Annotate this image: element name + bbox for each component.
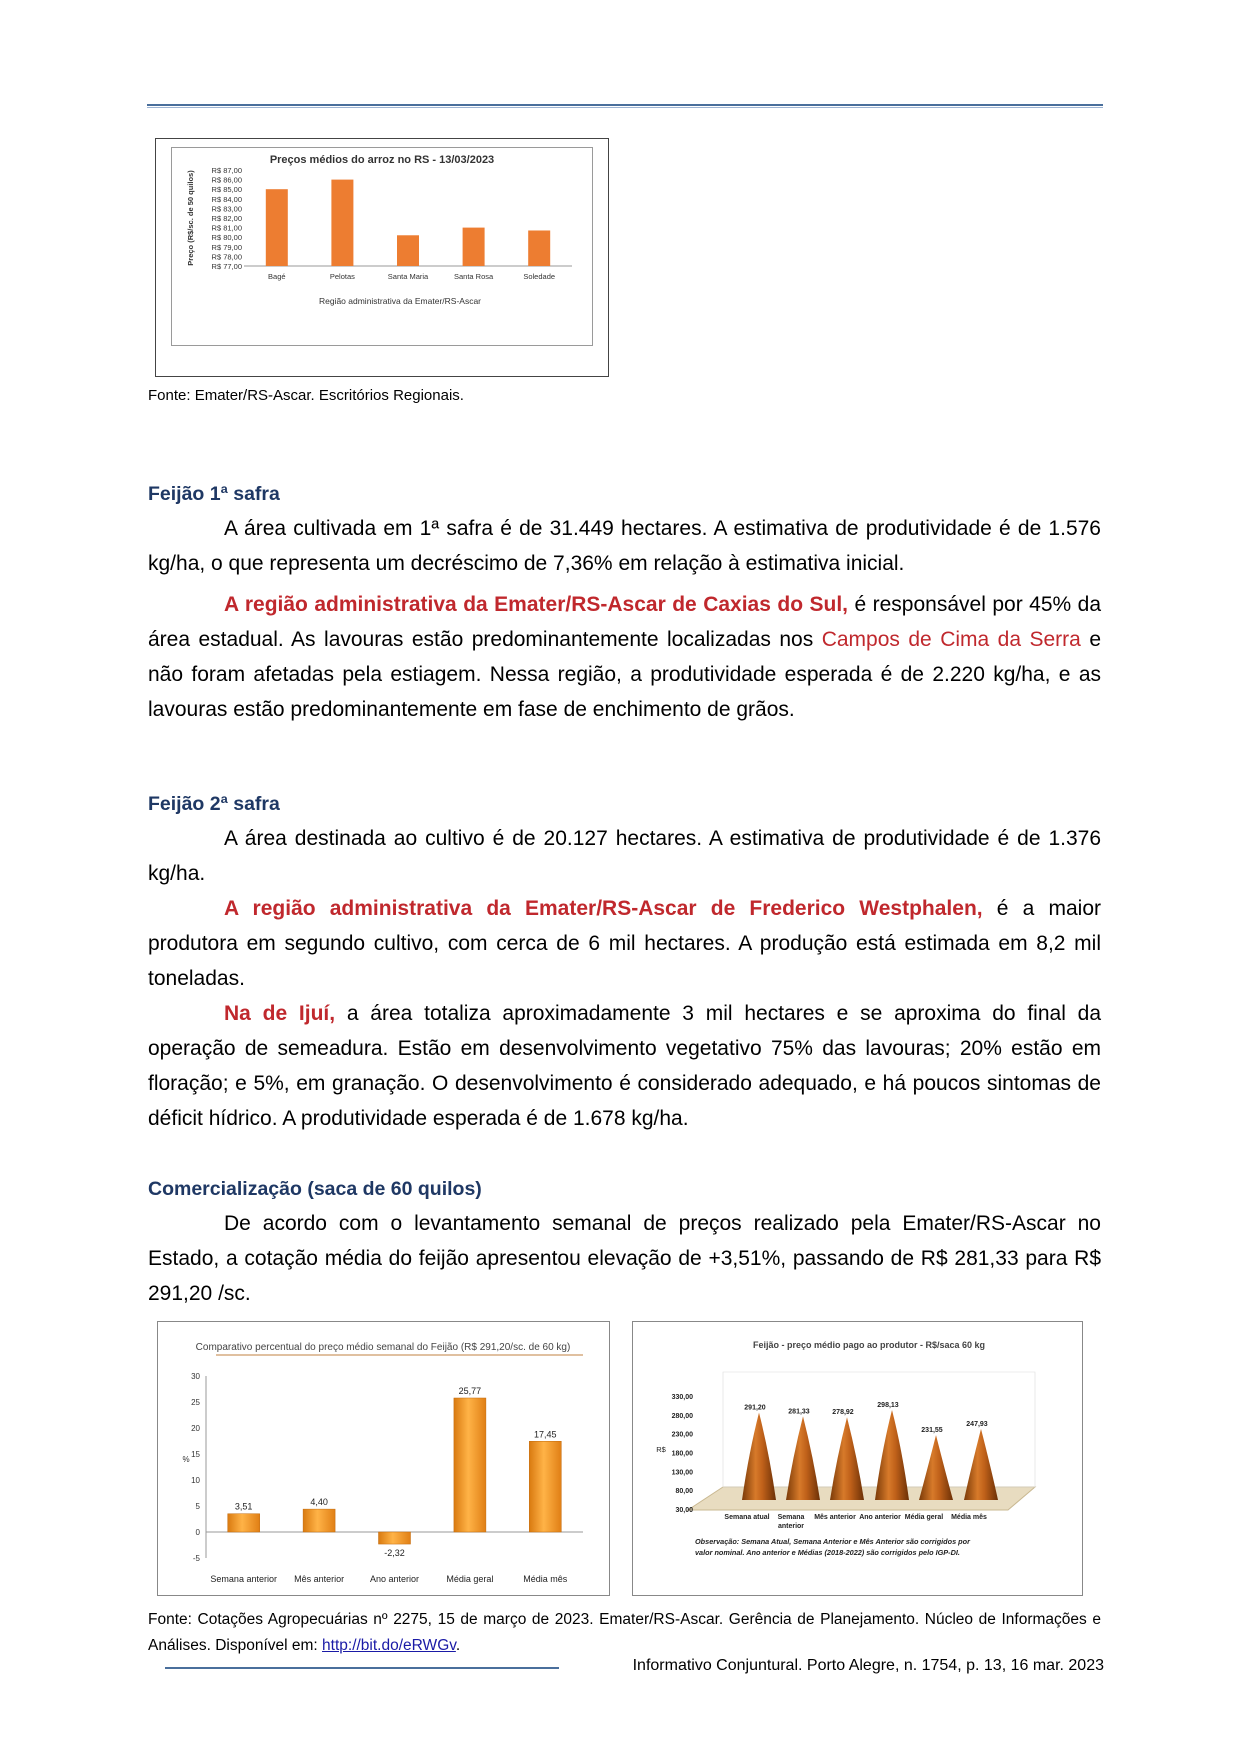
x-tick-label: Média geral — [446, 1574, 494, 1584]
feijao2-paragraph-3: Na de Ijuí, a área totaliza aproximadamente 3 mil hectares e se aproxima do final da operação de semeadura. Estão em desenvolvimento vegetativo 75% das lavouras; 20% estão em floração; e 5%, em granação. O desenvolvimento é considerado adequado, e há poucos sintomas de déficit hídrico. A produtividade esperada é de 1.678 kg/ha. — [148, 1002, 1101, 1130]
bar-pelotas — [331, 180, 353, 266]
x-tick-label: Soledade — [523, 272, 556, 281]
chart-title: Feijão - preço médio pago ao produtor - R$/saca 60 kg — [752, 1340, 986, 1350]
region-highlight: A região administrativa da Emater/RS-Ascar de Frederico Westphalen, — [224, 897, 983, 920]
y-tick-label: 25 — [191, 1398, 200, 1407]
bar-1 — [303, 1509, 335, 1532]
y-tick-label: 130,00 — [671, 1469, 693, 1477]
data-label: 298,13 — [877, 1402, 899, 1410]
y-tick-label: 30,00 — [675, 1507, 693, 1514]
y-tick-label: R$ 83,00 — [211, 204, 242, 214]
footer-citation: Informativo Conjuntural. Porto Alegre, n. 1754, p. 13, 16 mar. 2023 — [632, 1657, 1104, 1674]
header-rule — [147, 104, 1103, 108]
data-label: 17,45 — [534, 1429, 557, 1440]
rice-chart — [172, 148, 592, 345]
cone-5 — [964, 1429, 998, 1500]
data-label: 4,40 — [310, 1497, 328, 1508]
y-tick-label: 280,00 — [671, 1412, 693, 1420]
bar-santa-maria — [397, 235, 419, 266]
feijao1-paragraph-1: A área cultivada em 1ª safra é de 31.449 hectares. A estimativa de produtividade é de 1.576 kg/ha, o que representa um decréscimo de 7,36% em relação à estimativa inicial. — [148, 517, 1101, 575]
data-label: 281,33 — [788, 1408, 810, 1416]
y-tick-label: 80,00 — [675, 1488, 693, 1496]
x-tick-label: Pelotas — [329, 272, 355, 281]
y-tick-label: 0 — [195, 1528, 200, 1537]
x-tick-label: Semana atual — [724, 1514, 770, 1521]
data-label: 3,51 — [234, 1501, 253, 1512]
region-highlight: Na de Ijuí, — [224, 1002, 336, 1025]
feijao2-paragraph-1: A área destinada ao cultivo é de 20.127 hectares. A estimativa de produtividade é de 1.376 kg/ha. — [148, 827, 1101, 885]
y-tick-label: 30 — [191, 1372, 200, 1381]
y-tick-label: 5 — [195, 1502, 200, 1511]
x-tick-label: Santa Rosa — [453, 272, 494, 281]
x-tick-label: Ano anterior — [859, 1514, 901, 1521]
y-axis-label: Preço (R$/sc. de 50 quilos) — [186, 170, 195, 266]
y-tick-label: R$ 79,00 — [211, 242, 242, 252]
source-caption: Fonte: Cotações Agropecuárias nº 2275, 15 de março de 2023. Emater/RS-Ascar. Gerência de Planejamento. Núcleo de Informações e Análises. Disponível em: http://bit.do/eRWGv. — [148, 1611, 1101, 1654]
x-tick-label: Bagé — [268, 272, 286, 281]
cone-2 — [830, 1417, 864, 1500]
x-tick-label: Média mês — [523, 1574, 568, 1584]
data-label: 278,92 — [832, 1409, 854, 1417]
place-highlight: Campos de Cima da Serra — [821, 628, 1081, 651]
comercializacao-paragraph: De acordo com o levantamento semanal de preços realizado pela Emater/RS-Ascar no Estado, a cotação média do feijão apresentou elevação de +3,51%, passando de R$ 281,33 para R$ 291,20 /sc. — [148, 1212, 1101, 1305]
rice-chart-caption: Fonte: Emater/RS-Ascar. Escritórios Regionais. — [148, 387, 464, 404]
footer-rule — [165, 1667, 559, 1669]
data-label: 25,77 — [458, 1385, 482, 1396]
pct-chart-box — [157, 1321, 610, 1596]
cone-3 — [875, 1410, 909, 1500]
bar-4 — [529, 1441, 561, 1532]
y-tick-label: R$ 77,00 — [211, 262, 242, 271]
feijao1-title: Feijão 1ª safra — [148, 483, 280, 505]
y-tick-label: -5 — [192, 1554, 200, 1563]
y-tick-label: R$ 85,00 — [211, 185, 242, 195]
feijao2-paragraph-2: A região administrativa da Emater/RS-Ascar de Frederico Westphalen, é a maior produtora em segundo cultivo, com cerca de 6 mil hectares. A produção está estimada em 8,2 mil toneladas. — [148, 897, 1101, 990]
data-label: -2,32 — [384, 1548, 405, 1559]
y-tick-label: 10 — [191, 1476, 200, 1485]
chart-title: Preços médios do arroz no RS - 13/03/2023 — [269, 154, 495, 166]
cone-0 — [742, 1413, 776, 1500]
pct-chart — [158, 1322, 608, 1594]
y-axis-label: R$ — [656, 1445, 666, 1454]
rice-chart-frame — [171, 147, 593, 346]
x-tick-label: Ano anterior — [369, 1574, 420, 1584]
chart-note: Observação: Semana Atual, Semana Anterior e Mês Anterior são corrigidos por — [695, 1537, 970, 1546]
cone-chart-box — [632, 1321, 1083, 1596]
x-tick-label: Mês anterior — [294, 1574, 345, 1584]
data-label: 247,93 — [966, 1420, 988, 1428]
x-tick-label: Média geral — [904, 1514, 944, 1521]
bar-3 — [454, 1398, 486, 1532]
chart-title: Comparativo percentual do preço médio semanal do Feijão (R$ 291,20/sc. de 60 kg) — [195, 1342, 571, 1353]
rice-chart-box — [155, 138, 609, 377]
y-tick-label: R$ 81,00 — [211, 223, 242, 233]
bar-bagé — [266, 189, 288, 266]
y-tick-label: R$ 86,00 — [211, 175, 242, 185]
y-tick-label: 330,00 — [671, 1394, 693, 1401]
y-axis-label: % — [182, 1454, 190, 1464]
cone-1 — [786, 1416, 820, 1500]
chart-note: valor nominal. Ano anterior e Médias (2018-2022) são corrigidos pelo IGP-DI. — [695, 1548, 960, 1557]
data-label: 231,55 — [921, 1427, 943, 1435]
x-tick-label: Mês anterior — [814, 1514, 856, 1521]
y-tick-label: R$ 82,00 — [211, 214, 242, 223]
x-tick-label: Semana — [777, 1514, 805, 1521]
x-tick-label: Santa Maria — [387, 272, 429, 281]
feijao2-title: Feijão 2ª safra — [148, 793, 280, 815]
y-tick-label: R$ 80,00 — [211, 233, 242, 243]
y-tick-label: 230,00 — [671, 1431, 693, 1439]
feijao1-paragraph-2: A região administrativa da Emater/RS-Ascar de Caxias do Sul, é responsável por 45% da área estadual. As lavouras estão predominantemente localizadas nos Campos de Cima da Serra e não foram afetadas pela estiagem. Nessa região, a produtividade esperada é de 2.220 kg/ha, e as lavouras estão predominantemente em fase de enchimento de grãos. — [148, 593, 1102, 721]
bar-soledade — [528, 230, 550, 266]
x-tick-label: anterior — [777, 1523, 805, 1530]
bar-santa-rosa — [463, 228, 485, 266]
y-tick-label: 180,00 — [671, 1450, 693, 1458]
bar-0 — [228, 1514, 260, 1532]
source-link[interactable]: http://bit.do/eRWGv — [322, 1637, 456, 1654]
data-label: 291,20 — [744, 1404, 766, 1412]
y-tick-label: R$ 87,00 — [211, 166, 242, 175]
y-tick-label: 20 — [191, 1424, 200, 1433]
y-tick-label: R$ 78,00 — [211, 252, 242, 262]
cone-4 — [919, 1435, 953, 1500]
y-tick-label: R$ 84,00 — [211, 194, 242, 204]
x-tick-label: Semana anterior — [210, 1574, 277, 1584]
x-tick-label: Média mês — [951, 1514, 987, 1521]
comercializacao-title: Comercialização (saca de 60 quilos) — [148, 1178, 482, 1200]
cone-chart — [633, 1322, 1081, 1594]
y-tick-label: 15 — [191, 1450, 200, 1459]
bar-2 — [379, 1532, 411, 1544]
region-highlight: A região administrativa da Emater/RS-Ascar de Caxias do Sul, — [224, 593, 849, 616]
x-axis-label: Região administrativa da Emater/RS-Ascar — [318, 296, 482, 306]
